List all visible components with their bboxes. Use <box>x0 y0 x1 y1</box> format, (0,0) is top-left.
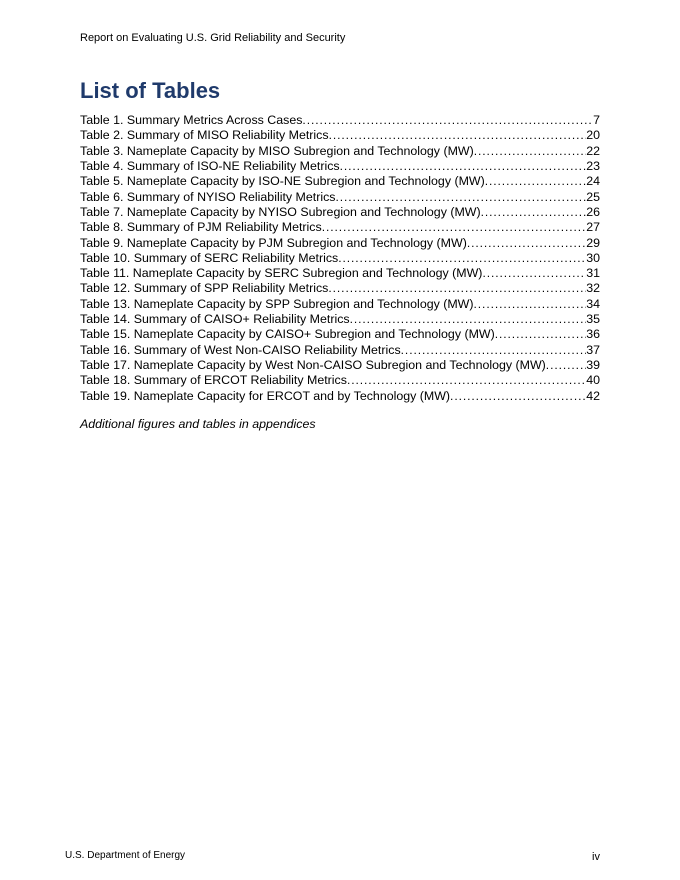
toc-entry-page-number[interactable]: 27 <box>586 220 600 235</box>
dot-leader <box>340 159 587 174</box>
toc-entry[interactable] <box>80 389 600 404</box>
toc-entry-label[interactable]: Table 10. Summary of SERC Reliability Metrics <box>80 250 339 265</box>
toc-entry-label[interactable]: Table 9. Nameplate Capacity by PJM Subregion and Technology (MW) <box>80 235 467 250</box>
toc-entry-page-number[interactable]: 35 <box>586 312 600 327</box>
dot-leader <box>474 144 586 159</box>
dot-leader <box>328 281 586 296</box>
toc-entry-label[interactable]: Table 4. Summary of ISO-NE Reliability Metrics <box>80 158 340 173</box>
toc-entry-label[interactable]: Table 12. Summary of SPP Reliability Metrics <box>80 281 329 296</box>
toc-entry-label[interactable]: Table 15. Nameplate Capacity by CAISO+ Subregion and Technology (MW) <box>80 327 495 342</box>
dot-leader <box>482 266 586 281</box>
dot-leader <box>546 358 586 373</box>
dot-leader <box>302 113 593 128</box>
toc-entry-label[interactable]: Table 13. Nameplate Capacity by SPP Subregion and Technology (MW) <box>80 296 474 311</box>
toc-entry[interactable] <box>80 266 600 281</box>
dot-leader <box>347 373 586 388</box>
toc-entry-page-number[interactable]: 7 <box>593 113 600 127</box>
list-of-tables <box>80 113 600 404</box>
toc-entry[interactable] <box>80 174 600 189</box>
page-title: List of Tables <box>80 78 221 103</box>
toc-entry[interactable] <box>80 159 600 174</box>
dot-leader <box>481 205 587 220</box>
toc-entry-label[interactable]: Table 18. Summary of ERCOT Reliability Metrics <box>80 373 347 388</box>
toc-entry[interactable] <box>80 220 600 235</box>
toc-entry[interactable] <box>80 113 600 128</box>
page-number: iv <box>592 851 600 863</box>
toc-entry-page-number[interactable]: 39 <box>586 358 600 372</box>
toc-entry-page-number[interactable]: 36 <box>586 327 600 342</box>
dot-leader <box>335 190 586 205</box>
dot-leader <box>350 312 587 327</box>
toc-entry-page-number[interactable]: 25 <box>586 189 600 204</box>
toc-entry-label[interactable]: Table 7. Nameplate Capacity by NYISO Subregion and Technology (MW) <box>80 204 481 219</box>
toc-entry-page-number[interactable]: 34 <box>586 296 600 311</box>
toc-entry-page-number[interactable]: 20 <box>586 128 600 143</box>
toc-entry-label[interactable]: Table 17. Nameplate Capacity by West Non-CAISO Subregion and Technology (MW) <box>80 358 546 372</box>
appendix-note: Additional figures and tables in appendices <box>80 417 316 431</box>
toc-entry-label[interactable]: Table 3. Nameplate Capacity by MISO Subregion and Technology (MW) <box>80 143 474 158</box>
toc-entry[interactable] <box>80 236 600 251</box>
dot-leader <box>467 236 586 251</box>
toc-entry-page-number[interactable]: 40 <box>586 373 600 388</box>
dot-leader <box>495 327 586 342</box>
toc-entry-label[interactable]: Table 5. Nameplate Capacity by ISO-NE Subregion and Technology (MW) <box>80 174 485 189</box>
toc-entry-label[interactable]: Table 2. Summary of MISO Reliability Metrics <box>80 128 329 143</box>
toc-entry[interactable] <box>80 144 600 159</box>
toc-entry[interactable] <box>80 327 600 342</box>
running-footer: U.S. Department of Energy <box>65 850 186 861</box>
toc-entry-label[interactable]: Table 16. Summary of West Non-CAISO Reliability Metrics <box>80 342 401 357</box>
running-header: Report on Evaluating U.S. Grid Reliability and Security <box>80 32 346 44</box>
toc-entry[interactable] <box>80 373 600 388</box>
toc-entry-page-number[interactable]: 26 <box>586 204 600 219</box>
toc-entry-page-number[interactable]: 22 <box>586 143 600 158</box>
toc-entry[interactable] <box>80 281 600 296</box>
dot-leader <box>338 251 586 266</box>
toc-entry-label[interactable]: Table 14. Summary of CAISO+ Reliability Metrics <box>80 312 350 327</box>
toc-entry-label[interactable]: Table 1. Summary Metrics Across Cases <box>80 113 303 127</box>
toc-entry[interactable] <box>80 297 600 312</box>
dot-leader <box>401 343 587 358</box>
toc-entry[interactable] <box>80 343 600 358</box>
toc-entry-label[interactable]: Table 19. Nameplate Capacity for ERCOT and by Technology (MW) <box>80 388 451 403</box>
dot-leader <box>485 174 586 189</box>
toc-entry[interactable] <box>80 205 600 220</box>
toc-entry-page-number[interactable]: 42 <box>586 388 600 403</box>
toc-entry[interactable] <box>80 358 600 373</box>
toc-entry-page-number[interactable]: 23 <box>586 158 600 173</box>
dot-leader <box>450 389 586 404</box>
toc-entry-page-number[interactable]: 37 <box>586 342 600 357</box>
toc-entry-page-number[interactable]: 24 <box>586 174 600 189</box>
dot-leader <box>474 297 587 312</box>
toc-entry[interactable] <box>80 312 600 327</box>
toc-entry-label[interactable]: Table 11. Nameplate Capacity by SERC Subregion and Technology (MW) <box>80 266 483 281</box>
toc-entry-label[interactable]: Table 6. Summary of NYISO Reliability Metrics <box>80 189 336 204</box>
dot-leader <box>329 128 587 143</box>
dot-leader <box>322 220 587 235</box>
toc-entry-page-number[interactable]: 31 <box>586 266 600 281</box>
toc-entry[interactable] <box>80 128 600 143</box>
toc-entry[interactable] <box>80 190 600 205</box>
toc-entry-page-number[interactable]: 30 <box>586 250 600 265</box>
toc-entry-page-number[interactable]: 29 <box>586 235 600 250</box>
toc-entry[interactable] <box>80 251 600 266</box>
toc-entry-label[interactable]: Table 8. Summary of PJM Reliability Metrics <box>80 220 322 235</box>
toc-entry-page-number[interactable]: 32 <box>586 281 600 296</box>
